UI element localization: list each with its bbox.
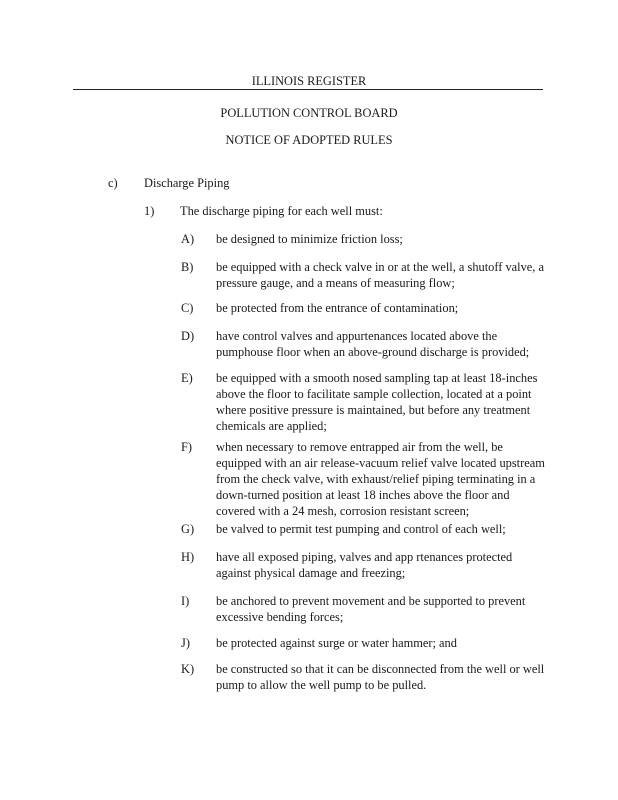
- item-text-line: equipped with an air release-vacuum relief valve located upstream: [216, 456, 545, 470]
- item-text-line: where positive pressure is maintained, but before any treatment: [216, 403, 531, 417]
- item-text-line: against physical damage and freezing;: [216, 566, 406, 580]
- item-text-line: down-turned position at least 18 inches above the floor and: [216, 488, 510, 502]
- section-title: Discharge Piping: [144, 176, 230, 190]
- register-title: ILLINOIS REGISTER: [251, 74, 367, 88]
- section-label: c): [108, 176, 118, 190]
- subsection-label: 1): [144, 204, 155, 218]
- item-text-line: be protected from the entrance of contamination;: [216, 301, 459, 315]
- subsection-text: The discharge piping for each well must:: [180, 204, 383, 218]
- item-text-line: be protected against surge or water hammer; and: [216, 636, 457, 650]
- item-text-line: have control valves and appurtenances located above the: [216, 329, 498, 343]
- item-text-line: be constructed so that it can be disconnected from the well or well: [216, 662, 545, 676]
- item-label: G): [181, 522, 195, 536]
- item-label: K): [181, 662, 195, 676]
- item-label: D): [181, 329, 195, 343]
- item-label: J): [181, 636, 190, 650]
- item-label: E): [181, 371, 193, 385]
- item-label: I): [181, 594, 190, 608]
- notice-title: NOTICE OF ADOPTED RULES: [225, 133, 393, 147]
- board-name: POLLUTION CONTROL BOARD: [220, 106, 398, 120]
- item-text-line: pressure gauge, and a means of measuring flow;: [216, 276, 455, 290]
- item-label: F): [181, 440, 193, 454]
- item-text-line: be equipped with a smooth nosed sampling tap at least 18-inches: [216, 371, 538, 385]
- item-text-line: chemicals are applied;: [216, 419, 327, 433]
- item-text-line: be designed to minimize friction loss;: [216, 232, 403, 246]
- item-label: H): [181, 550, 195, 564]
- item-text-line: have all exposed piping, valves and app rtenances protected: [216, 550, 513, 564]
- item-text-line: when necessary to remove entrapped air from the well, be: [216, 440, 503, 454]
- item-label: A): [181, 232, 195, 246]
- item-text-line: above the floor to facilitate sample collection, located at a point: [216, 387, 532, 401]
- header-rule: [73, 89, 543, 90]
- item-text-line: from the check valve, with exhaust/relief piping terminating in a: [216, 472, 536, 486]
- item-text-line: pumphouse floor when an above-ground discharge is provided;: [216, 345, 530, 359]
- item-text-line: covered with a 24 mesh, corrosion resistant screen;: [216, 504, 470, 518]
- item-text-line: excessive bending forces;: [216, 610, 344, 624]
- item-text-line: be valved to permit test pumping and control of each well;: [216, 522, 506, 536]
- item-label: B): [181, 260, 194, 274]
- item-text-line: be anchored to prevent movement and be supported to prevent: [216, 594, 526, 608]
- item-text-line: pump to allow the well pump to be pulled.: [216, 678, 427, 692]
- item-text-line: be equipped with a check valve in or at the well, a shutoff valve, a: [216, 260, 545, 274]
- item-label: C): [181, 301, 194, 315]
